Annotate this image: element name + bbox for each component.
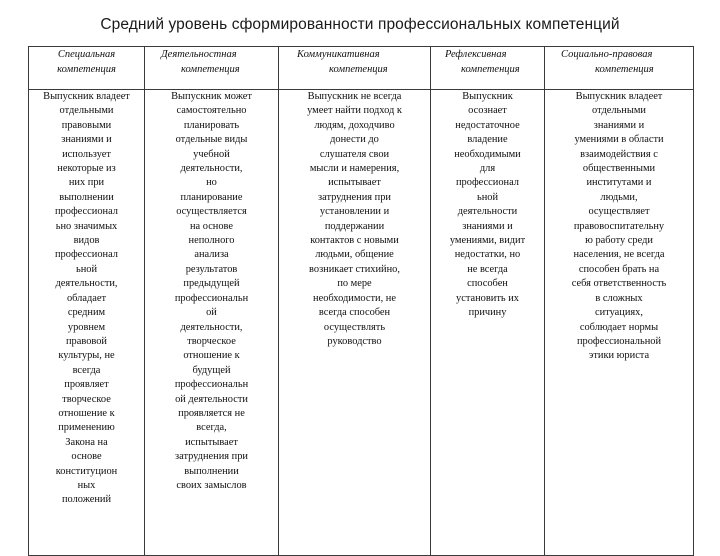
text-line: правовоспитательну — [573, 220, 665, 232]
text-line: деятельности, — [180, 163, 243, 175]
text-line: поддержании — [324, 220, 385, 232]
header-line: компетенция — [329, 64, 388, 75]
text-line: общественными — [582, 163, 656, 175]
text-line: слушателя свои — [319, 148, 390, 160]
text-line: этики юриста — [588, 350, 650, 362]
header-line: Рефлексивная — [445, 49, 507, 60]
text-line: осознает — [468, 105, 507, 117]
text-line: правовой — [66, 335, 107, 347]
text-line: осуществлять — [323, 321, 386, 333]
text-line: ьной — [75, 263, 98, 275]
text-line: самостоятельно — [176, 105, 247, 117]
text-line: взаимодействия с — [580, 148, 658, 160]
text-line: отдельные виды — [175, 134, 248, 146]
text-line: использует — [62, 148, 111, 160]
cell-social-legal — [545, 90, 694, 556]
text-line: отдельными — [592, 105, 646, 117]
text-line: деятельности, — [180, 321, 243, 333]
page-title: Средний уровень сформированности профессиональных компетенций — [100, 16, 620, 33]
text-line: ю работу среди — [585, 235, 653, 247]
text-line: отношение к — [58, 407, 115, 419]
text-line: Закона на — [65, 436, 108, 448]
text-line: способен брать на — [578, 263, 660, 275]
text-line: планировать — [183, 119, 240, 131]
text-line: правовыми — [61, 119, 112, 131]
text-line: профессиональной — [576, 335, 662, 347]
text-line: людьми, общение — [315, 249, 394, 261]
text-line: учебной — [193, 148, 230, 160]
header-social-legal — [545, 47, 694, 90]
text-line: отношение к — [183, 350, 240, 362]
text-line: ных — [77, 479, 96, 491]
header-communicative — [279, 47, 431, 90]
text-line: затруднения при — [175, 451, 248, 463]
text-line: проявляется не — [178, 407, 245, 419]
text-line: деятельности — [457, 206, 518, 218]
text-line: по мере — [337, 278, 372, 290]
header-line: компетенция — [57, 64, 116, 75]
text-line: отдельными — [59, 105, 114, 117]
header-line: Специальная — [57, 49, 116, 60]
text-line: некоторые из — [57, 163, 116, 175]
text-line: в сложных — [595, 292, 643, 304]
header-special — [29, 47, 145, 90]
text-line: но — [206, 177, 217, 189]
competency-table — [28, 46, 694, 556]
text-line: ой деятельности — [175, 393, 248, 405]
text-line: профессионал — [55, 249, 118, 261]
text-line: будущей — [192, 364, 231, 376]
text-line: осуществляет — [588, 206, 650, 218]
text-line: умеет найти подход к — [307, 105, 402, 117]
text-line: своих замыслов — [176, 479, 247, 491]
text-line: всегда — [72, 364, 101, 376]
cell-reflexive — [431, 90, 545, 556]
text-line: ой — [206, 307, 217, 319]
text-line: профессионал — [456, 177, 519, 189]
text-line: испытывает — [328, 177, 381, 189]
text-line: соблюдает нормы — [579, 321, 659, 333]
text-line: Выпускник владеет — [575, 91, 663, 102]
cell-communicative — [279, 90, 431, 556]
header-line: Социально-правовая — [561, 49, 653, 60]
text-line: уровнем — [67, 321, 106, 333]
text-line: ситуациях, — [595, 307, 643, 319]
text-line: мысли и намерения, — [309, 163, 400, 175]
header-reflexive — [431, 47, 545, 90]
text-line: умениями, видит — [449, 235, 526, 247]
header-line: компетенция — [595, 64, 654, 75]
text-line: конституцион — [55, 465, 118, 477]
text-line: испытывает — [185, 436, 238, 448]
text-line: знаниями и — [593, 119, 645, 131]
cell-activity — [145, 90, 279, 556]
text-line: видов — [73, 235, 100, 247]
text-line: институтами и — [586, 177, 652, 189]
text-line: выполнении — [59, 191, 114, 203]
text-line: ьно значимых — [55, 220, 118, 232]
text-line: возникает стихийно, — [309, 263, 400, 275]
header-line: компетенция — [461, 64, 520, 75]
text-line: основе — [71, 451, 102, 463]
text-line: необходимыми — [454, 148, 521, 160]
text-line: недостаточное — [455, 119, 520, 131]
text-line: всегда, — [196, 422, 227, 434]
text-line: профессиональн — [174, 292, 249, 304]
body-row — [29, 90, 694, 556]
text-line: применению — [58, 422, 115, 434]
text-line: планирование — [180, 191, 243, 203]
header-activity — [145, 47, 279, 90]
text-line: творческое — [187, 335, 236, 347]
text-line: затруднения при — [318, 191, 391, 203]
text-line: положений — [61, 494, 112, 506]
text-line: творческое — [62, 393, 111, 405]
text-line: себя ответственность — [571, 278, 667, 290]
text-line: для — [479, 163, 496, 175]
text-line: профессионал — [55, 206, 118, 218]
header-line: Деятельностная — [161, 49, 237, 60]
text-line: неполного — [188, 235, 235, 247]
text-line: ьной — [476, 191, 499, 203]
text-line: Выпускник может — [171, 91, 252, 102]
cell-special — [29, 90, 145, 556]
text-line: анализа — [194, 249, 229, 261]
text-line: осуществляется — [176, 206, 247, 218]
text-line: культуры, не — [58, 350, 115, 362]
text-line: Выпускник — [462, 91, 513, 102]
text-line: умениями в области — [574, 134, 664, 146]
text-line: способен — [467, 278, 508, 290]
text-line: профессиональн — [174, 379, 249, 391]
text-line: средним — [67, 307, 106, 319]
text-line: недостатки, но — [454, 249, 521, 261]
text-line: выполнении — [184, 465, 239, 477]
text-line: руководство — [327, 335, 382, 347]
text-line: владение — [467, 134, 508, 146]
text-line: населения, не всегда — [573, 249, 665, 261]
text-line: обладает — [66, 292, 107, 304]
text-line: на основе — [189, 220, 234, 232]
header-line: Коммуникативная — [297, 49, 380, 60]
text-line: людьми, — [600, 191, 638, 203]
text-line: них при — [68, 177, 105, 189]
text-line: Выпускник не всегда — [307, 91, 402, 102]
text-line: контактов с новыми — [310, 235, 399, 247]
text-line: результатов — [185, 263, 238, 275]
text-line: донести до — [330, 134, 379, 146]
text-line: установить их — [456, 292, 519, 304]
text-line: знаниями и — [462, 220, 513, 232]
header-row — [29, 47, 694, 90]
text-line: причину — [468, 307, 507, 319]
text-line: знаниями и — [61, 134, 112, 146]
text-line: установлении и — [319, 206, 390, 218]
text-line: деятельности, — [55, 278, 118, 290]
header-line: компетенция — [181, 64, 240, 75]
text-line: всегда способен — [318, 307, 391, 319]
text-line: людям, доходчиво — [314, 119, 395, 131]
text-line: Выпускник владеет — [43, 91, 130, 102]
text-line: проявляет — [64, 379, 109, 391]
text-line: предыдущей — [183, 278, 240, 290]
text-line: необходимости, не — [313, 292, 396, 304]
text-line: не всегда — [467, 263, 508, 275]
